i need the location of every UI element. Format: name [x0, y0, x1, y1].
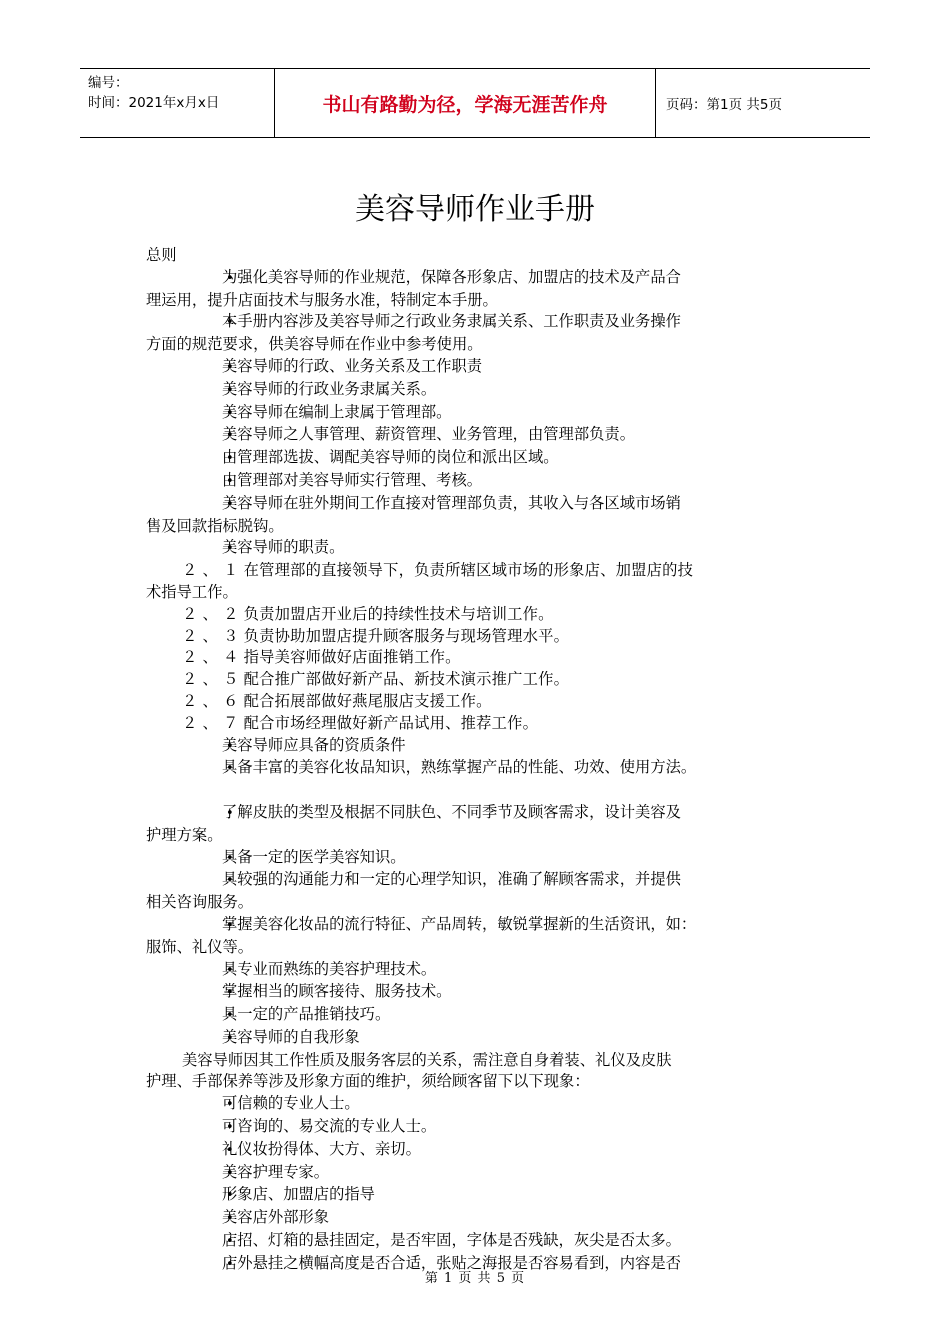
list-item: • 具一定的产品推销技巧。 [146, 1004, 810, 1027]
list-item: • 美容店外部形象 [146, 1207, 810, 1230]
list-item: • 形象店、加盟店的指导 [146, 1184, 810, 1207]
page-footer: 第 1 页 共 5 页 [424, 1271, 526, 1286]
list-item: • 店招、灯箱的悬挂固定，是否牢固，字体是否残缺，灰尖是否太多。 [146, 1230, 810, 1253]
numbered-item: ２ 、 ５ 配合推广部做好新产品、新技术演示推广工作。 [182, 670, 570, 689]
list-item: • 可信赖的专业人士。 [146, 1093, 810, 1116]
numbered-item: ２ 、 ６ 配合拓展部做好燕尾服店支援工作。 [182, 691, 492, 710]
paragraph-continuation: 理运用，提升店面技术与服务水准，特制定本手册。 [146, 290, 498, 309]
paragraph: • 本手册内容涉及美容导师之行政业务隶属关系、工作职责及业务操作 [146, 311, 810, 334]
paragraph-continuation: 售及回款指标脱钩。 [146, 516, 284, 535]
list-item: • 由管理部选拔、调配美容导师的岗位和派出区域。 [146, 447, 810, 470]
numbered-item: ２ 、 ２ 负责加盟店开业后的持续性技术与培训工作。 [182, 604, 554, 623]
list-item: • 店外悬挂之横幅高度是否合适，张贴之海报是否容易看到，内容是否 [146, 1253, 810, 1276]
list-item: • 掌握美容化妆品的流行特征、产品周转，敏锐掌握新的生活资讯，如： [146, 914, 810, 937]
header-page-info: 页码：第1页 共5页 [666, 97, 782, 113]
header-motto: 书山有路勤为径，学海无涯苦作舟 [275, 69, 656, 137]
list-item: • 可咨询的、易交流的专业人士。 [146, 1116, 810, 1139]
list-item: • 由管理部对美容导师实行管理、考核。 [146, 470, 810, 493]
list-item: • 具备丰富的美容化妆品知识，熟练掌握产品的性能、功效、使用方法。 [146, 757, 810, 780]
list-item: • 美容导师的行政业务隶属关系。 [146, 379, 810, 402]
paragraph: 美容导师因其工作性质及服务客层的关系，需注意自身着装、礼仪及皮肤 [182, 1050, 672, 1069]
paragraph-continuation: 服饰、礼仪等。 [146, 937, 254, 956]
list-item: • 美容导师在驻外期间工作直接对管理部负责，其收入与各区域市场销 [146, 493, 810, 516]
list-item: • 具专业而熟练的美容护理技术。 [146, 959, 810, 982]
document-title: 美容导师作业手册 [355, 192, 595, 227]
number-label: 编号： [88, 75, 129, 91]
page-header [80, 68, 870, 138]
numbered-item: ２ 、 ７ 配合市场经理做好新产品试用、推荐工作。 [182, 713, 539, 732]
list-item: • 具备一定的医学美容知识。 [146, 847, 810, 870]
list-item: • 礼仪妆扮得体、大方、亲切。 [146, 1139, 810, 1162]
blank-line [146, 780, 810, 802]
section-heading: 总则 [146, 246, 177, 264]
header-meta [80, 69, 275, 137]
numbered-item: ２ 、 ３ 负责协助加盟店提升顾客服务与现场管理水平。 [182, 626, 570, 645]
paragraph: • 为强化美容导师的作业规范，保障各形象店、加盟店的技术及产品合 [146, 267, 810, 290]
list-item: • 美容导师的自我形象 [146, 1027, 810, 1050]
list-item: • 了解皮肤的类型及根据不同肤色、不同季节及顾客需求，设计美容及 [146, 802, 810, 825]
list-item: • 美容导师在编制上隶属于管理部。 [146, 402, 810, 425]
list-item: • 美容导师的职责。 [146, 537, 810, 560]
list-item: • 掌握相当的顾客接待、服务技术。 [146, 981, 810, 1004]
list-item: • 具较强的沟通能力和一定的心理学知识，准确了解顾客需求，并提供 [146, 869, 810, 892]
document-body [146, 245, 810, 1276]
paragraph-continuation: 相关咨询服务。 [146, 893, 254, 912]
list-item: • 美容护理专家。 [146, 1162, 810, 1185]
numbered-item: ２ 、 ４ 指导美容师做好店面推销工作。 [182, 648, 461, 667]
list-item: • 美容导师的行政、业务关系及工作职责 [146, 356, 810, 379]
list-item: • 美容导师之人事管理、薪资管理、业务管理，由管理部负责。 [146, 424, 810, 447]
paragraph-continuation: 护理方案。 [146, 825, 223, 844]
paragraph-continuation: 方面的规范要求，供美容导师在作业中参考使用。 [146, 335, 483, 354]
numbered-item: ２ 、 １ 在管理部的直接领导下，负责所辖区域市场的形象店、加盟店的技 [182, 561, 694, 580]
list-item: • 美容导师应具备的资质条件 [146, 735, 810, 758]
paragraph-continuation: 护理、手部保养等涉及形象方面的维护，须给顾客留下以下现象： [146, 1072, 590, 1091]
time-label: 时间：2021年x月x日 [88, 95, 220, 111]
paragraph-continuation: 术指导工作。 [146, 582, 238, 601]
